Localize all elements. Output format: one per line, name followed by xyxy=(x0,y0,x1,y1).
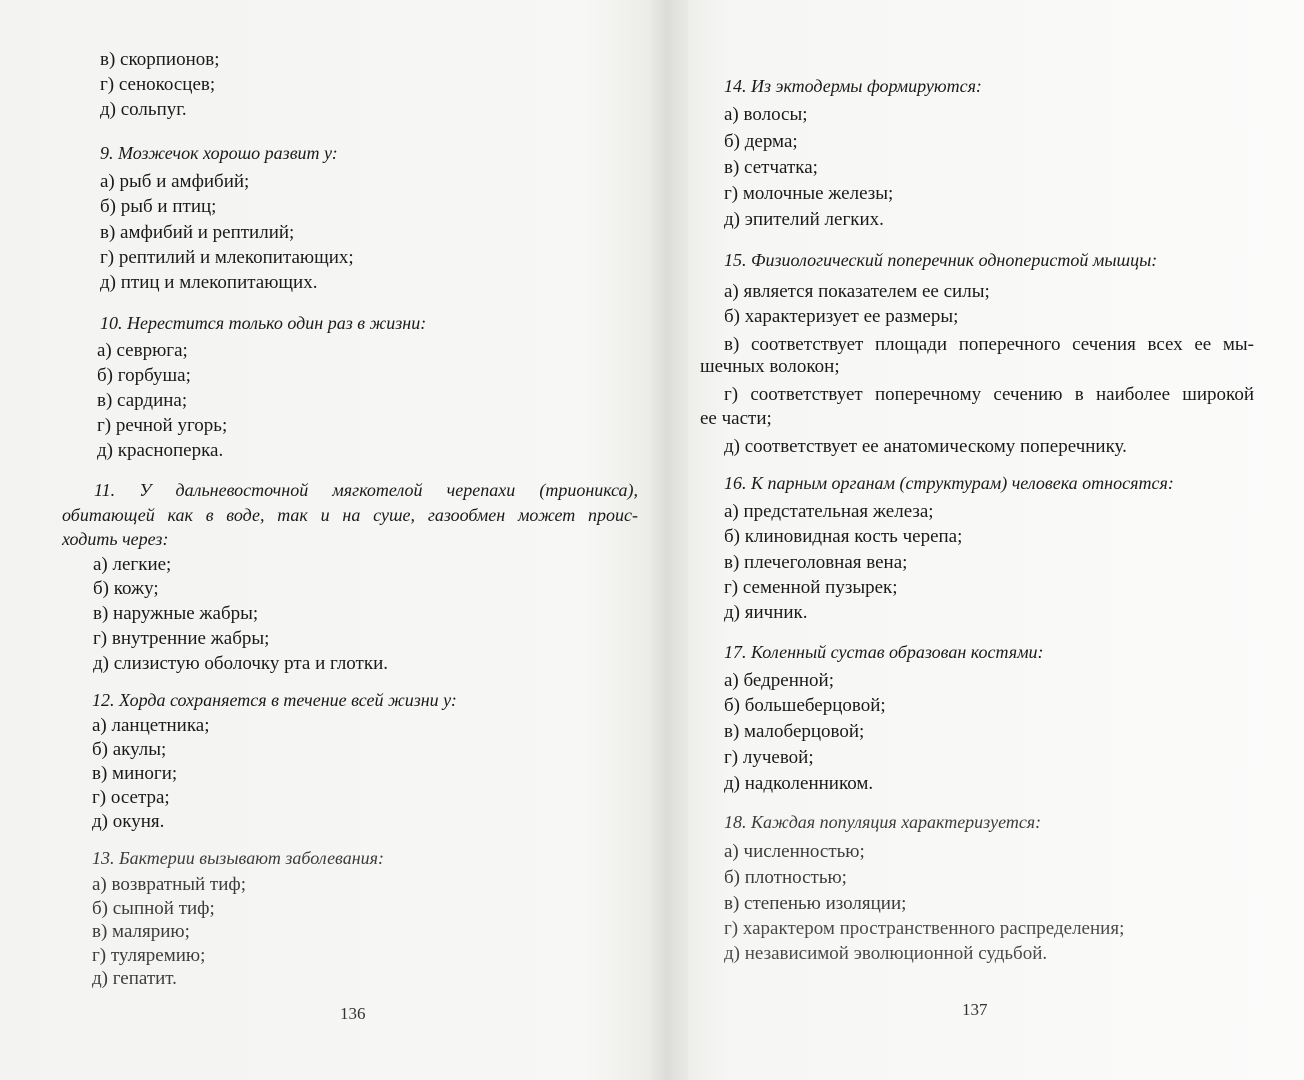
answer-option: б) плотностью; xyxy=(724,867,847,888)
answer-option: г) туляремию; xyxy=(92,945,206,966)
answer-option: в) скорпионов; xyxy=(100,49,220,70)
answer-option: а) легкие; xyxy=(93,554,172,575)
answer-option: а) севрюга; xyxy=(97,340,188,361)
answer-option: д) красноперка. xyxy=(97,440,224,461)
question-16: 16. К парным органам (структурам) человека относятся: xyxy=(724,473,1174,493)
answer-option: в) малярию; xyxy=(92,921,190,942)
question-10: 10. Нерестится только один раз в жизни: xyxy=(100,313,427,333)
answer-option: а) рыб и амфибий; xyxy=(100,171,250,192)
answer-option: г) внутренние жабры; xyxy=(93,628,270,649)
answer-option: г) лучевой; xyxy=(724,747,814,768)
answer-option: д) окуня. xyxy=(92,811,165,832)
answer-option: б) сыпной тиф; xyxy=(92,898,215,919)
answer-option: а) возвратный тиф; xyxy=(92,874,246,895)
page-number-right: 137 xyxy=(962,1000,988,1019)
question-18: 18. Каждая популяция характеризуется: xyxy=(724,812,1042,832)
answer-option: б) рыб и птиц; xyxy=(100,196,217,217)
answer-option: в) сетчатка; xyxy=(724,157,818,178)
answer-option: в) амфибий и рептилий; xyxy=(100,222,295,243)
answer-option: а) волосы; xyxy=(724,104,808,125)
answer-option: б) акулы; xyxy=(92,739,167,760)
answer-option: б) характеризует ее размеры; xyxy=(724,306,959,327)
answer-option: а) численностью; xyxy=(724,841,865,862)
answer-option: г) сенокосцев; xyxy=(100,74,216,95)
answer-option: в) степенью изоляции; xyxy=(724,893,907,914)
answer-option: в) соответствует площади поперечного сечения всех ее мы- xyxy=(724,334,1254,355)
answer-option: а) предстательная железа; xyxy=(724,501,934,522)
answer-option: г) речной угорь; xyxy=(97,415,228,436)
answer-option: б) клиновидная кость черепа; xyxy=(724,526,963,547)
answer-option: д) гепатит. xyxy=(92,968,177,989)
answer-option-cont: ее части; xyxy=(700,408,772,429)
answer-option: г) семенной пузырек; xyxy=(724,577,898,598)
question-11-cont: ходить через: xyxy=(62,529,169,549)
question-11: 11. У дальневосточной мягкотелой черепахи (трионикса), xyxy=(94,480,638,500)
question-12: 12. Хорда сохраняется в течение всей жизни у: xyxy=(92,690,457,710)
answer-option: в) плечеголовная вена; xyxy=(724,552,908,573)
book-gutter xyxy=(648,0,688,1080)
answer-option: г) соответствует поперечному сечению в наиболее широкой xyxy=(724,384,1254,405)
answer-option: б) горбуша; xyxy=(97,365,191,386)
answer-option: б) кожу; xyxy=(93,578,159,599)
answer-option: д) соответствует ее анатомическому поперечнику. xyxy=(724,436,1127,457)
answer-option: в) сардина; xyxy=(97,390,188,411)
answer-option: в) наружные жабры; xyxy=(93,603,259,624)
answer-option: д) сольпуг. xyxy=(100,99,187,120)
question-17: 17. Коленный сустав образован костями: xyxy=(724,642,1044,662)
answer-option: г) рептилий и млекопитающих; xyxy=(100,247,354,268)
question-11-cont: обитающей как в воде, так и на суше, газообмен может проис- xyxy=(62,505,638,525)
answer-option: д) эпителий легких. xyxy=(724,209,884,230)
answer-option: б) дерма; xyxy=(724,131,798,152)
question-13: 13. Бактерии вызывают заболевания: xyxy=(92,848,385,868)
answer-option: г) характером пространственного распределения; xyxy=(724,918,1125,939)
page-number-left: 136 xyxy=(340,1004,366,1023)
answer-option: д) птиц и млекопитающих. xyxy=(100,272,318,293)
answer-option: а) бедренной; xyxy=(724,670,834,691)
answer-option: а) является показателем ее силы; xyxy=(724,281,990,302)
question-14: 14. Из эктодермы формируются: xyxy=(724,76,982,96)
answer-option: г) молочные железы; xyxy=(724,183,894,204)
answer-option: в) малоберцовой; xyxy=(724,721,865,742)
answer-option: г) осетра; xyxy=(92,787,170,808)
answer-option: д) независимой эволюционной судьбой. xyxy=(724,943,1048,964)
question-15: 15. Физиологический поперечник одноперистой мышцы: xyxy=(724,250,1158,270)
answer-option: в) миноги; xyxy=(92,763,178,784)
question-9: 9. Мозжечок хорошо развит у: xyxy=(100,143,338,163)
answer-option: б) большеберцовой; xyxy=(724,695,886,716)
answer-option: д) яичник. xyxy=(724,602,808,623)
answer-option: д) слизистую оболочку рта и глотки. xyxy=(93,653,389,674)
answer-option: а) ланцетника; xyxy=(92,715,210,736)
answer-option-cont: шечных волокон; xyxy=(700,356,840,377)
answer-option: д) надколенником. xyxy=(724,773,874,794)
